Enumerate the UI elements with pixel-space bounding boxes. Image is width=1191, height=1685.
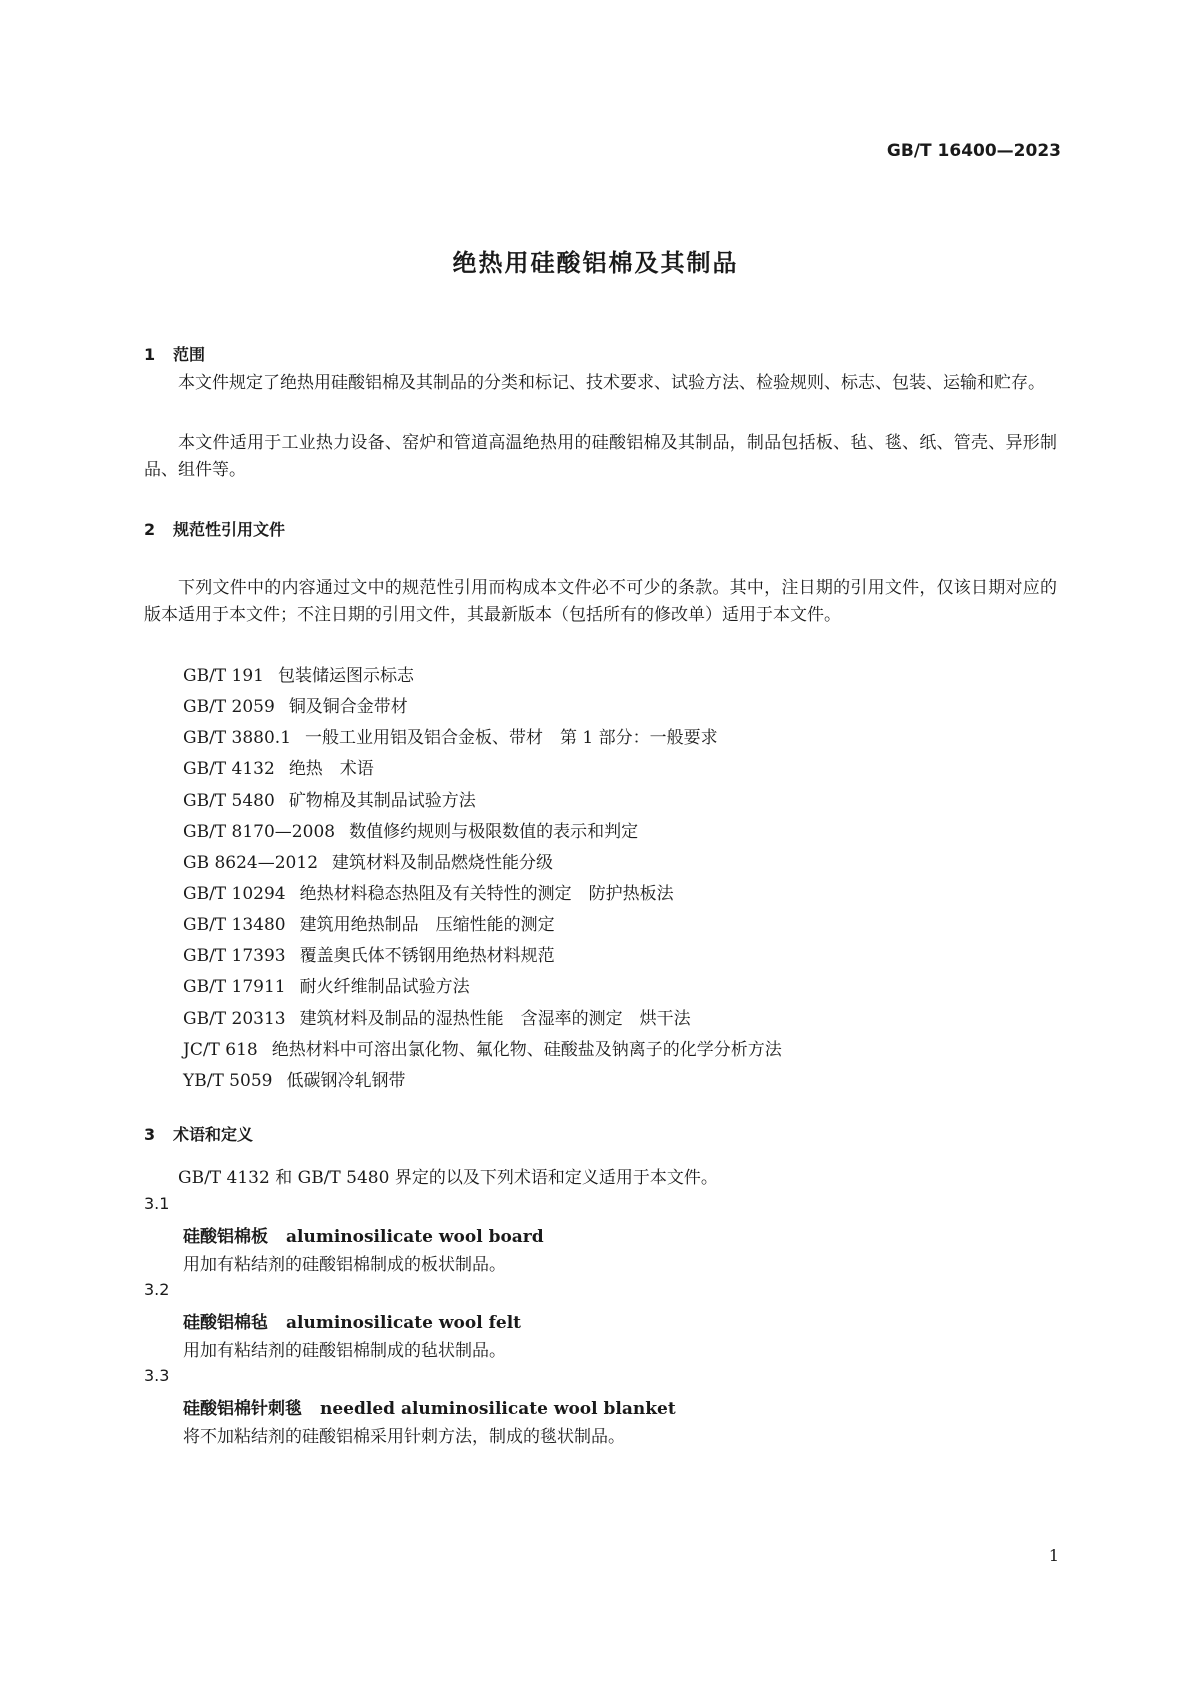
reference-item [183,972,782,1003]
term-zh: 硅酸铝棉针刺毯 [183,1399,302,1419]
reference-code: GB/T 13480 [183,915,286,936]
reference-item [183,1004,782,1035]
reference-code: GB/T 8170—2008 [183,821,336,842]
reference-code: GB/T 3880.1 [183,728,292,749]
reference-title: 低碳钢冷轧钢带 [286,1070,406,1091]
reference-item [183,786,782,817]
reference-item [183,1035,782,1066]
reference-code: GB/T 17911 [183,977,286,998]
scope-paragraph-1: 本文件规定了绝热用硅酸铝棉及其制品的分类和标记、技术要求、试验方法、检验规则、标志、包装、运输和贮存。 [178,373,1045,393]
term-number: 3.2 [144,1280,170,1299]
reference-title: 绝热 术语 [288,759,374,780]
reference-title: 绝热材料中可溶出氯化物、氟化物、硅酸盐及钠离子的化学分析方法 [271,1039,782,1060]
terms-intro: GB/T 4132 和 GB/T 5480 界定的以及下列术语和定义适用于本文件。 [178,1168,718,1188]
section-number: 2 [144,520,156,539]
reference-code: GB/T 4132 [183,759,275,780]
term-zh: 硅酸铝棉板 [183,1227,268,1247]
reference-code: GB/T 10294 [183,883,286,904]
term-en: aluminosilicate wool felt [286,1313,522,1333]
term-zh: 硅酸铝棉毡 [183,1313,268,1333]
term-definition: 用加有粘结剂的硅酸铝棉制成的板状制品。 [183,1255,506,1275]
term-en: aluminosilicate wool board [286,1227,544,1247]
reference-title: 耐火纤维制品试验方法 [299,977,470,998]
reference-title: 一般工业用铝及铝合金板、带材 第 1 部分：一般要求 [305,728,718,749]
term-heading [183,1222,544,1247]
reference-item [183,817,782,848]
section-title: 规范性引用文件 [173,520,286,539]
reference-title: 建筑材料及制品燃烧性能分级 [332,852,554,873]
reference-item [183,754,782,785]
term-number: 3.1 [144,1194,170,1213]
reference-code: GB/T 191 [183,666,264,686]
term-heading [183,1308,521,1333]
reference-item [183,661,782,692]
section-number: 1 [144,345,156,364]
section-heading-terms-definitions [144,1122,253,1145]
reference-title: 覆盖奥氏体不锈钢用绝热材料规范 [299,946,555,967]
reference-item [183,910,782,941]
term-heading [183,1394,676,1419]
standard-code: GB/T 16400—2023 [886,141,1061,161]
section-heading-scope [144,342,205,365]
reference-title: 建筑材料及制品的湿热性能 含湿率的测定 烘干法 [299,1008,691,1029]
reference-item [183,848,782,879]
page-number: 1 [1048,1546,1059,1565]
reference-title: 铜及铜合金带材 [288,697,408,718]
section-number: 3 [144,1125,156,1144]
reference-code: JC/T 618 [183,1039,258,1060]
reference-item [183,879,782,910]
reference-title: 包装储运图示标志 [278,666,414,686]
reference-code: GB/T 20313 [183,1008,286,1029]
section-title: 术语和定义 [173,1125,254,1144]
section-title: 范围 [173,345,206,364]
reference-title: 建筑用绝热制品 压缩性能的测定 [299,915,555,936]
reference-code: GB/T 17393 [183,946,286,967]
reference-list [183,661,782,1097]
reference-item [183,941,782,972]
reference-title: 数值修约规则与极限数值的表示和判定 [349,821,639,842]
scope-paragraph-2: 本文件适用于工业热力设备、窑炉和管道高温绝热用的硅酸铝棉及其制品，制品包括板、毡、毯、纸、管壳、异形制品、组件等。 [144,433,1057,480]
reference-item [183,692,782,723]
term-definition: 将不加粘结剂的硅酸铝棉采用针刺方法，制成的毯状制品。 [183,1427,625,1447]
reference-item [183,1066,782,1097]
term-en: needled aluminosilicate wool blanket [320,1399,676,1419]
reference-code: GB/T 5480 [183,790,275,811]
term-definition: 用加有粘结剂的硅酸铝棉制成的毡状制品。 [183,1341,506,1361]
document-title: 绝热用硅酸铝棉及其制品 [452,249,739,277]
reference-item [183,723,782,754]
reference-code: YB/T 5059 [183,1070,273,1091]
section-heading-normative-references [144,517,285,540]
reference-title: 矿物棉及其制品试验方法 [288,790,476,811]
references-intro: 下列文件中的内容通过文中的规范性引用而构成本文件必不可少的条款。其中，注日期的引用文件，仅该日期对应的版本适用于本文件；不注日期的引用文件，其最新版本（包括所有的修改单）适用于本文件。 [144,578,1057,625]
reference-title: 绝热材料稳态热阻及有关特性的测定 防护热板法 [299,883,674,904]
reference-code: GB 8624—2012 [183,852,319,873]
term-number: 3.3 [144,1366,170,1385]
reference-code: GB/T 2059 [183,697,275,718]
